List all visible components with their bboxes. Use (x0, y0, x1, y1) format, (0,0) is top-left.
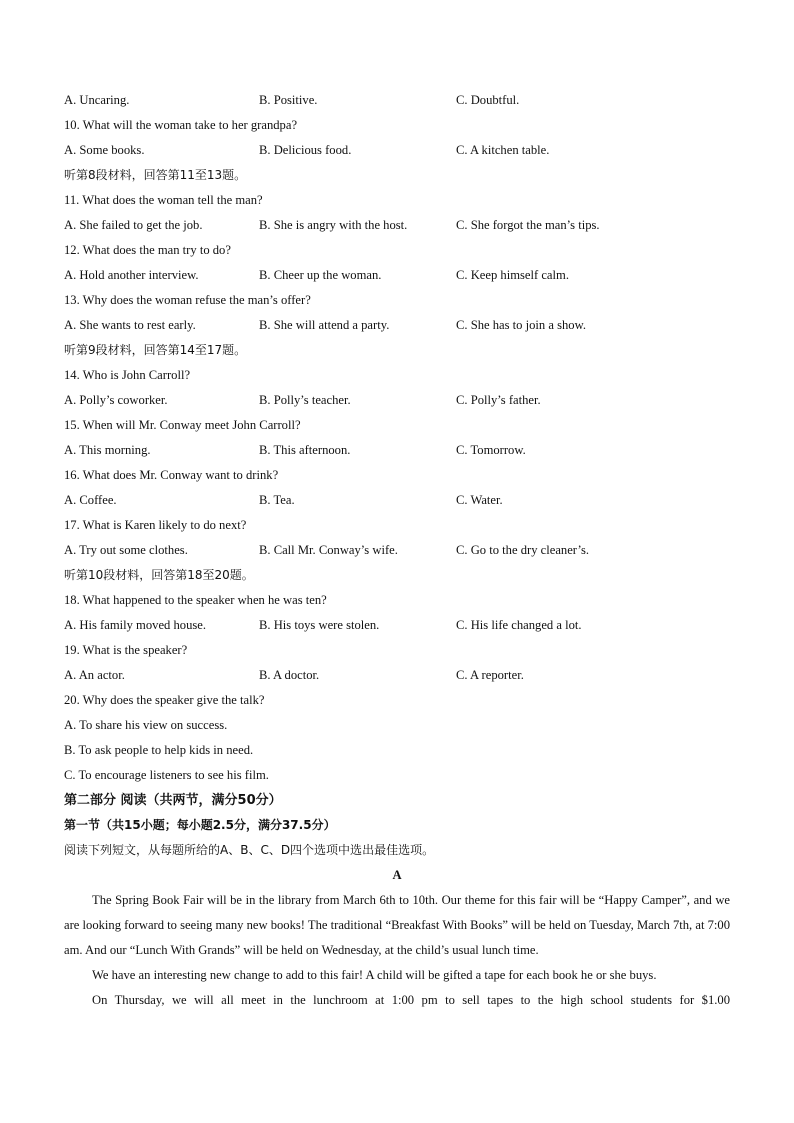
option-a: A. She failed to get the job. (64, 218, 203, 232)
option-c: C. His life changed a lot. (456, 618, 582, 632)
question-text: 16. What does Mr. Conway want to drink? (64, 468, 279, 482)
question-text: 11. What does the woman tell the man? (64, 193, 263, 207)
option-c: C. She has to join a show. (456, 318, 587, 332)
answer-options-row (64, 613, 730, 638)
option-a: A. An actor. (64, 668, 125, 682)
option-b: B. Tea. (259, 493, 295, 507)
option-c: C. She forgot the man’s tips. (456, 218, 600, 232)
passage-paragraph: We have an interesting new change to add to this fair! A child will be gifted a tape for each book he or she buys. (92, 968, 657, 982)
answer-options-row (64, 88, 730, 113)
answer-options-row (64, 313, 730, 338)
option-c: C. Tomorrow. (456, 443, 526, 457)
option-a: A. She wants to rest early. (64, 318, 196, 332)
option-a: A. Polly’s coworker. (64, 393, 168, 407)
question-text: 10. What will the woman take to her grandpa? (64, 118, 298, 132)
passage-label: A (392, 868, 402, 882)
option-a: A. Hold another interview. (64, 268, 199, 282)
section-instruction: 听第10段材料，回答第18至20题。 (64, 568, 254, 582)
answer-options-row (64, 138, 730, 163)
question-text: 13. Why does the woman refuse the man’s offer? (64, 293, 311, 307)
answer-options-row (64, 488, 730, 513)
section-heading: 第一节（共15小题；每小题2.5分，满分37.5分） (64, 818, 336, 832)
exam-page (64, 88, 730, 1013)
option-b: B. Delicious food. (259, 143, 352, 157)
option-b: B. Call Mr. Conway’s wife. (259, 543, 398, 557)
answer-options-row (64, 213, 730, 238)
option-b: B. Positive. (259, 93, 318, 107)
answer-options-row (64, 538, 730, 563)
option-a: A. His family moved house. (64, 618, 207, 632)
option-c: C. Water. (456, 493, 503, 507)
question-text: 18. What happened to the speaker when he was ten? (64, 593, 327, 607)
option-b: B. She is angry with the host. (259, 218, 408, 232)
part-heading: 第二部分 阅读（共两节，满分50分） (64, 793, 282, 808)
option-a: A. Try out some clothes. (64, 543, 188, 557)
answer-options-row (64, 263, 730, 288)
passage-paragraph: The Spring Book Fair will be in the library from March 6th to 10th. Our theme for this fair will be “Happy Camper”, and we are looking forward to seeing many new books! The traditional “Breakfast With Books” will be held on Tuesday, March 7th, at 7:00 am. And our “Lunch With Grands” will be held on Wednesday, at the child’s usual lunch time. (64, 893, 730, 957)
answer-options-row (64, 438, 730, 463)
question-text: B. To ask people to help kids in need. (64, 743, 254, 757)
option-c: C. Go to the dry cleaner’s. (456, 543, 590, 557)
option-c: C. Keep himself calm. (456, 268, 569, 282)
question-list (64, 88, 730, 888)
option-b: B. Cheer up the woman. (259, 268, 382, 282)
passage-paragraph: On Thursday, we will all meet in the lunchroom at 1:00 pm to sell tapes to the high school students for $1.00 (92, 993, 730, 1007)
option-a: A. Uncaring. (64, 93, 130, 107)
option-c: C. A reporter. (456, 668, 524, 682)
question-text: 12. What does the man try to do? (64, 243, 231, 257)
section-instruction: 听第9段材料，回答第14至17题。 (64, 343, 247, 357)
question-text: 15. When will Mr. Conway meet John Carroll? (64, 418, 301, 432)
option-b: B. She will attend a party. (259, 318, 390, 332)
reading-passage-a (64, 888, 730, 1013)
answer-options-row (64, 388, 730, 413)
question-text: A. To share his view on success. (64, 718, 228, 732)
section-instruction: 阅读下列短文，从每题所给的A、B、C、D四个选项中选出最佳选项。 (64, 843, 435, 857)
section-instruction: 听第8段材料，回答第11至13题。 (64, 168, 247, 182)
question-text: C. To encourage listeners to see his film. (64, 768, 269, 782)
option-b: B. Polly’s teacher. (259, 393, 351, 407)
question-text: 19. What is the speaker? (64, 643, 188, 657)
answer-options-row (64, 663, 730, 688)
option-c: C. A kitchen table. (456, 143, 550, 157)
option-c: C. Polly’s father. (456, 393, 541, 407)
option-c: C. Doubtful. (456, 93, 520, 107)
option-a: A. Some books. (64, 143, 145, 157)
question-text: 14. Who is John Carroll? (64, 368, 191, 382)
option-b: B. His toys were stolen. (259, 618, 380, 632)
question-text: 17. What is Karen likely to do next? (64, 518, 247, 532)
question-text: 20. Why does the speaker give the talk? (64, 693, 265, 707)
option-b: B. This afternoon. (259, 443, 351, 457)
option-a: A. Coffee. (64, 493, 117, 507)
option-b: B. A doctor. (259, 668, 320, 682)
option-a: A. This morning. (64, 443, 151, 457)
